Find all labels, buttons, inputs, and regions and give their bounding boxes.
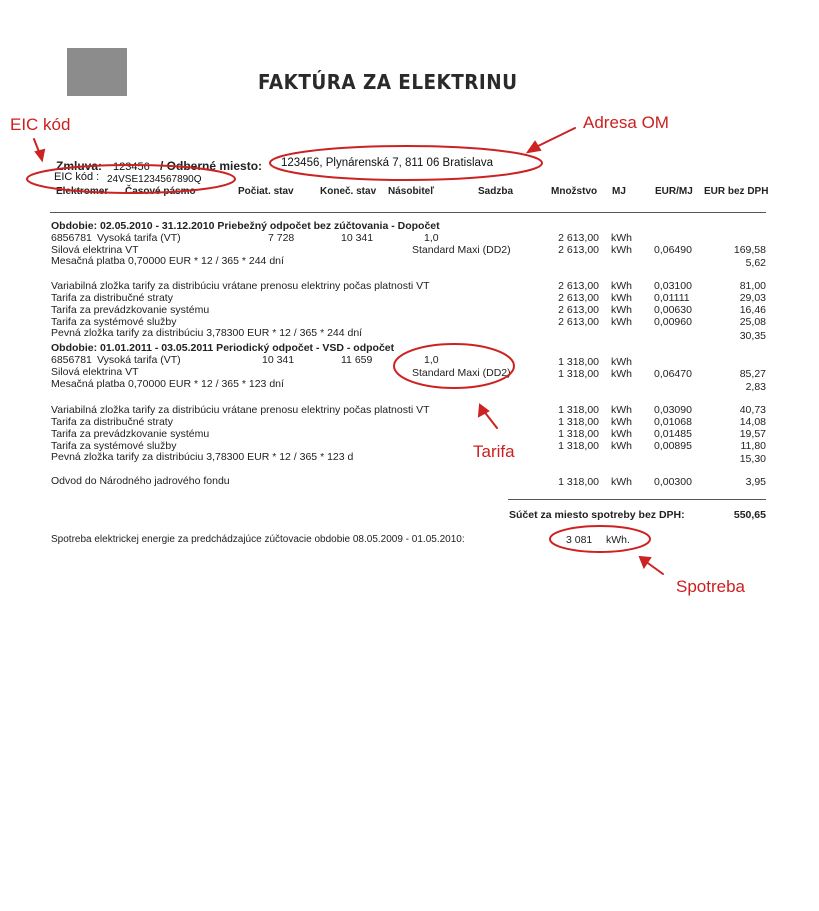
sucet-value: 550,65 bbox=[733, 509, 766, 521]
col-casove-pasmo: Časové pásmo bbox=[125, 186, 196, 197]
item-eur: 14,08 bbox=[739, 416, 766, 428]
section-1-heading: Obdobie: 02.05.2010 - 31.12.2010 Priebežný odpočet bez zúčtovania - Dopočet bbox=[51, 220, 440, 232]
mesacna-eur: 5,62 bbox=[745, 257, 766, 269]
unit: kWh bbox=[611, 232, 632, 244]
tarifa-arrow-line bbox=[483, 410, 497, 428]
silova-unit: kWh bbox=[611, 244, 632, 256]
adresa-arrow-head bbox=[528, 142, 540, 152]
spotreba-ellipse bbox=[550, 526, 650, 552]
company-logo bbox=[67, 48, 127, 96]
header-divider bbox=[50, 212, 766, 213]
spotreba-label: Spotreba elektrickej energie za predchádzajúce zúčtovacie obdobie 08.05.2009 - 01.05.2010: bbox=[51, 534, 465, 545]
item-label: Tarifa za distribučné straty bbox=[51, 416, 173, 428]
section-2-heading: Obdobie: 01.01.2011 - 03.05.2011 Periodický odpočet - VSD - odpočet bbox=[51, 342, 395, 354]
adresa-arrow-line bbox=[534, 128, 575, 148]
col-elektromer: Elektromer bbox=[56, 186, 109, 197]
pevna-zlozka: Pevná zložka tarify za distribúciu 3,78300 EUR * 12 / 365 * 244 dní bbox=[51, 327, 363, 339]
item-qty: 2 613,00 bbox=[558, 316, 599, 328]
item-label: Tarifa za systémové služby bbox=[51, 316, 177, 328]
item-eur-mj: 0,03090 bbox=[654, 404, 692, 416]
total-divider bbox=[508, 499, 766, 500]
item-eur: 19,57 bbox=[739, 428, 766, 440]
col-pociat-stav: Počiat. stav bbox=[238, 186, 294, 197]
start-reading: 7 728 bbox=[268, 232, 295, 244]
item-unit: kWh bbox=[611, 304, 632, 316]
item-unit: kWh bbox=[611, 316, 632, 328]
item-label: Tarifa za prevádzkovanie systému bbox=[51, 428, 210, 440]
item-qty: 1 318,00 bbox=[558, 428, 599, 440]
col-eur-bez-dph: EUR bez DPH bbox=[704, 186, 769, 197]
annotation-tarifa: Tarifa bbox=[473, 442, 515, 461]
silova-eur-mj: 0,06470 bbox=[654, 368, 692, 380]
item-label: Variabilná zložka tarify za distribúciu vrátane prenosu elektriny počas platnosti VT bbox=[51, 280, 430, 292]
silova-eur: 169,58 bbox=[733, 244, 766, 256]
tariff-rate: Standard Maxi (DD2) bbox=[412, 367, 511, 379]
pevna-eur: 30,35 bbox=[739, 330, 766, 342]
mesacna-platba: Mesačná platba 0,70000 EUR * 12 / 365 * 123 dní bbox=[51, 378, 284, 390]
item-eur: 16,46 bbox=[739, 304, 766, 316]
item-eur: 11,80 bbox=[740, 440, 766, 452]
col-mj: MJ bbox=[612, 186, 626, 197]
item-eur: 25,08 bbox=[739, 316, 766, 328]
annotation-eic: EIC kód bbox=[10, 115, 71, 134]
odberne-miesto-value: 123456, Plynárenská 7, 811 06 Bratislava bbox=[281, 157, 494, 169]
odberne-miesto-label: / Odberné miesto: bbox=[160, 159, 263, 173]
odvod-eur-mj: 0,00300 bbox=[654, 476, 692, 488]
unit: kWh bbox=[611, 356, 632, 368]
item-eur-mj: 0,03100 bbox=[654, 280, 692, 292]
silova-elektrina-label: Silová elektrina VT bbox=[51, 366, 139, 378]
item-eur-mj: 0,01111 bbox=[654, 292, 690, 304]
eic-label: EIC kód : bbox=[54, 171, 100, 183]
spotreba-arrow-head bbox=[640, 557, 650, 567]
end-reading: 11 659 bbox=[341, 354, 373, 366]
item-label: Variabilná zložka tarify za distribúciu vrátane prenosu elektriny počas platnosti VT bbox=[51, 404, 430, 416]
zone-label: Vysoká tarifa (VT) bbox=[97, 354, 181, 366]
silova-elektrina-label: Silová elektrina VT bbox=[51, 244, 139, 256]
col-konec-stav: Koneč. stav bbox=[320, 186, 377, 197]
item-qty: 1 318,00 bbox=[558, 404, 599, 416]
tariff-rate: Standard Maxi (DD2) bbox=[412, 244, 511, 256]
col-nasobitel: Násobiteľ bbox=[388, 186, 435, 197]
item-unit: kWh bbox=[611, 416, 632, 428]
eic-value: 24VSE1234567890Q bbox=[107, 174, 202, 185]
odvod-unit: kWh bbox=[611, 476, 632, 488]
pevna-eur: 15,30 bbox=[739, 453, 766, 465]
spotreba-value: 3 081 bbox=[566, 534, 593, 546]
mesacna-platba: Mesačná platba 0,70000 EUR * 12 / 365 * 244 dní bbox=[51, 255, 284, 267]
spotreba-arrow-line bbox=[645, 561, 663, 574]
item-label: Tarifa za distribučné straty bbox=[51, 292, 173, 304]
item-qty: 2 613,00 bbox=[558, 304, 599, 316]
col-sadzba: Sadzba bbox=[478, 186, 514, 197]
item-qty: 1 318,00 bbox=[558, 440, 599, 452]
silova-quantity: 2 613,00 bbox=[558, 244, 599, 256]
eic-arrow-head bbox=[36, 150, 44, 160]
sucet-label: Súčet za miesto spotreby bez DPH: bbox=[509, 509, 685, 521]
item-qty: 1 318,00 bbox=[558, 416, 599, 428]
item-label: Tarifa za prevádzkovanie systému bbox=[51, 304, 210, 316]
item-label: Tarifa za systémové služby bbox=[51, 440, 177, 452]
meter-number: 6856781 bbox=[51, 354, 92, 366]
item-qty: 2 613,00 bbox=[558, 280, 599, 292]
quantity: 2 613,00 bbox=[558, 232, 599, 244]
item-qty: 2 613,00 bbox=[558, 292, 599, 304]
multiplier: 1,0 bbox=[424, 354, 439, 366]
tarifa-arrow-head bbox=[479, 405, 488, 416]
annotation-spotreba: Spotreba bbox=[676, 577, 745, 596]
silova-eur-mj: 0,06490 bbox=[654, 244, 692, 256]
item-unit: kWh bbox=[611, 428, 632, 440]
multiplier: 1,0 bbox=[424, 232, 439, 244]
silova-quantity: 1 318,00 bbox=[558, 368, 599, 380]
zmluva-label: Zmluva: bbox=[56, 159, 103, 173]
meter-number: 6856781 bbox=[51, 232, 92, 244]
item-unit: kWh bbox=[611, 440, 632, 452]
spotreba-unit: kWh. bbox=[606, 534, 630, 546]
odvod-eur: 3,95 bbox=[745, 476, 766, 488]
mesacna-eur: 2,83 bbox=[745, 381, 766, 393]
item-eur-mj: 0,00630 bbox=[654, 304, 692, 316]
quantity: 1 318,00 bbox=[558, 356, 599, 368]
item-eur-mj: 0,00960 bbox=[654, 316, 692, 328]
silova-unit: kWh bbox=[611, 368, 632, 380]
pevna-zlozka: Pevná zložka tarify za distribúciu 3,78300 EUR * 12 / 365 * 123 d bbox=[51, 451, 354, 463]
item-eur-mj: 0,01068 bbox=[654, 416, 692, 428]
item-eur-mj: 0,01485 bbox=[654, 428, 692, 440]
end-reading: 10 341 bbox=[341, 232, 374, 244]
annotation-adresa: Adresa OM bbox=[583, 113, 669, 132]
col-eur-mj: EUR/MJ bbox=[655, 186, 693, 197]
col-mnozstvo: Množstvo bbox=[551, 186, 598, 197]
item-eur: 81,00 bbox=[739, 280, 766, 292]
item-unit: kWh bbox=[611, 292, 632, 304]
odvod-qty: 1 318,00 bbox=[558, 476, 599, 488]
invoice-title: FAKTÚRA ZA ELEKTRINU bbox=[258, 70, 518, 94]
zmluva-value: 123456 bbox=[113, 161, 150, 173]
item-eur-mj: 0,00895 bbox=[654, 440, 692, 452]
silova-eur: 85,27 bbox=[739, 368, 766, 380]
item-unit: kWh bbox=[611, 280, 632, 292]
eic-arrow-line bbox=[34, 139, 41, 157]
item-eur: 29,03 bbox=[739, 292, 766, 304]
start-reading: 10 341 bbox=[262, 354, 295, 366]
odvod-label: Odvod do Národného jadrového fondu bbox=[51, 475, 230, 487]
zone-label: Vysoká tarifa (VT) bbox=[97, 232, 181, 244]
tarifa-ellipse bbox=[394, 344, 514, 388]
item-unit: kWh bbox=[611, 404, 632, 416]
item-eur: 40,73 bbox=[739, 404, 766, 416]
